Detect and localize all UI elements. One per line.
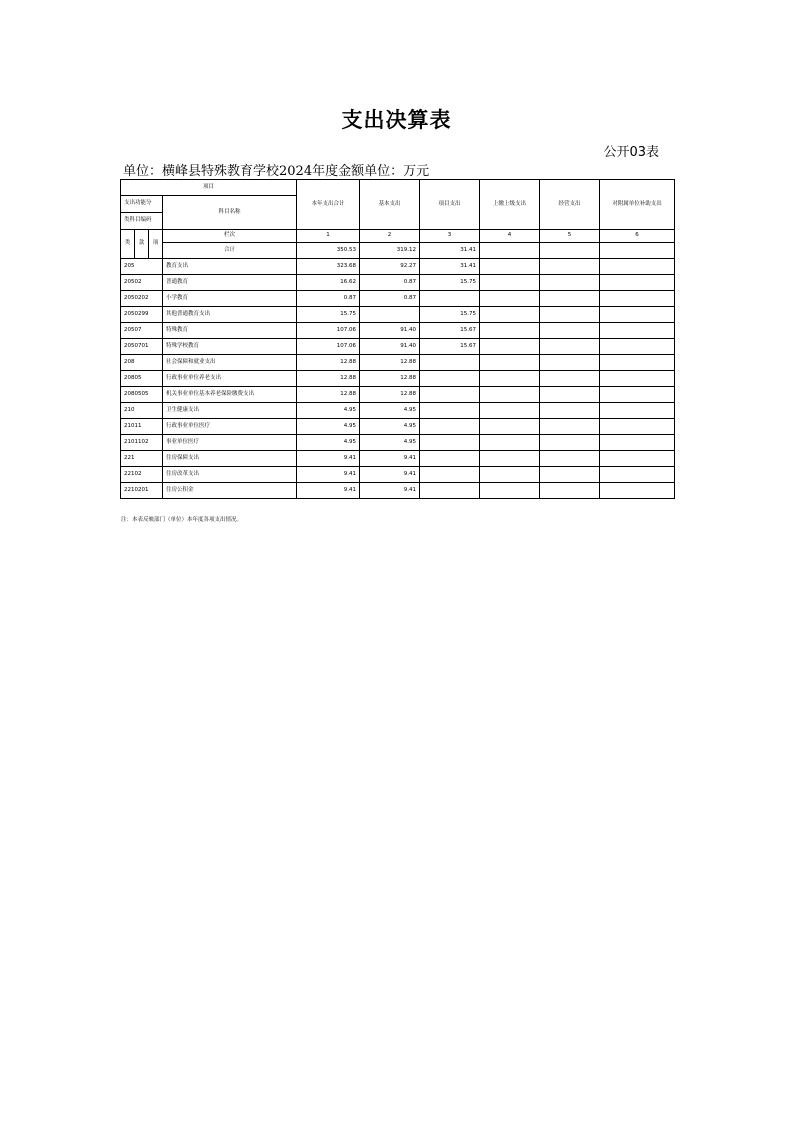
- value-col-1: 16.62: [297, 275, 360, 291]
- table-row: [121, 483, 675, 499]
- value-col-6: [600, 419, 675, 435]
- table-row: [121, 371, 675, 387]
- subject-name: 特殊教育: [163, 323, 297, 339]
- subject-code: 210: [121, 403, 163, 419]
- table-row: [121, 403, 675, 419]
- value-col-5: [540, 307, 600, 323]
- value-col-2: 9.41: [360, 483, 420, 499]
- value-col-3: [420, 467, 480, 483]
- header-col-4: 上缴上级支出: [480, 180, 540, 230]
- value-col-2: 91.40: [360, 339, 420, 355]
- total-value-6: [600, 243, 675, 259]
- value-col-2: 4.95: [360, 403, 420, 419]
- value-col-2: 0.87: [360, 275, 420, 291]
- value-col-5: [540, 275, 600, 291]
- subject-name: 行政事业单位医疗: [163, 419, 297, 435]
- value-col-6: [600, 403, 675, 419]
- table-row: [121, 451, 675, 467]
- value-col-6: [600, 451, 675, 467]
- value-col-3: [420, 291, 480, 307]
- value-col-4: [480, 355, 540, 371]
- value-col-4: [480, 467, 540, 483]
- col-num-6: 6: [600, 230, 675, 243]
- header-xiang: 项: [149, 230, 163, 259]
- value-col-6: [600, 387, 675, 403]
- value-col-5: [540, 339, 600, 355]
- form-number: 公开03表: [603, 145, 659, 160]
- value-col-6: [600, 483, 675, 499]
- total-value-1: 350.53: [297, 243, 360, 259]
- value-col-5: [540, 419, 600, 435]
- value-col-1: 12.88: [297, 371, 360, 387]
- value-col-3: [420, 419, 480, 435]
- subject-code: 22102: [121, 467, 163, 483]
- value-col-5: [540, 291, 600, 307]
- table-row: [121, 387, 675, 403]
- subject-code: 21011: [121, 419, 163, 435]
- table-row: [121, 419, 675, 435]
- header-func-class-1: 支出功能分: [121, 196, 163, 213]
- total-row: [121, 243, 675, 259]
- value-col-5: [540, 435, 600, 451]
- value-col-3: [420, 355, 480, 371]
- table-row: [121, 275, 675, 291]
- value-col-5: [540, 403, 600, 419]
- value-col-6: [600, 307, 675, 323]
- subject-name: 社会保障和就业支出: [163, 355, 297, 371]
- page-title: 支出决算表: [341, 108, 452, 132]
- header-lei: 类: [121, 230, 135, 259]
- value-col-4: [480, 307, 540, 323]
- value-col-1: 4.95: [297, 419, 360, 435]
- value-col-3: 15.67: [420, 339, 480, 355]
- header-col-1: 本年支出合计: [297, 180, 360, 230]
- value-col-1: 323.68: [297, 259, 360, 275]
- subject-name: 教育支出: [163, 259, 297, 275]
- value-col-4: [480, 387, 540, 403]
- total-value-2: 319.12: [360, 243, 420, 259]
- subject-code: 2050701: [121, 339, 163, 355]
- value-col-1: 107.06: [297, 323, 360, 339]
- value-col-2: 92.27: [360, 259, 420, 275]
- total-value-5: [540, 243, 600, 259]
- value-col-5: [540, 451, 600, 467]
- subject-name: 住房公积金: [163, 483, 297, 499]
- subject-code: 221: [121, 451, 163, 467]
- value-col-3: [420, 403, 480, 419]
- value-col-5: [540, 371, 600, 387]
- header-project: 项目: [121, 180, 297, 196]
- subject-code: 2080505: [121, 387, 163, 403]
- subject-name: 机关事业单位基本养老保险缴费支出: [163, 387, 297, 403]
- value-col-1: 12.88: [297, 387, 360, 403]
- value-col-3: [420, 451, 480, 467]
- table-row: [121, 339, 675, 355]
- subject-name: 行政事业单位养老支出: [163, 371, 297, 387]
- header-col-5: 经营支出: [540, 180, 600, 230]
- value-col-4: [480, 339, 540, 355]
- value-col-6: [600, 339, 675, 355]
- total-value-4: [480, 243, 540, 259]
- value-col-6: [600, 435, 675, 451]
- value-col-4: [480, 483, 540, 499]
- subject-code: 205: [121, 259, 163, 275]
- value-col-4: [480, 419, 540, 435]
- value-col-6: [600, 291, 675, 307]
- header-col-index: 栏次: [163, 230, 297, 243]
- value-col-6: [600, 275, 675, 291]
- value-col-6: [600, 371, 675, 387]
- subject-code: 20502: [121, 275, 163, 291]
- value-col-1: 107.06: [297, 339, 360, 355]
- header-func-class-2: 类科目编码: [121, 213, 163, 230]
- value-col-3: 15.67: [420, 323, 480, 339]
- subject-code: 20805: [121, 371, 163, 387]
- subject-code: 2210201: [121, 483, 163, 499]
- header-col-2: 基本支出: [360, 180, 420, 230]
- subject-code: 20507: [121, 323, 163, 339]
- value-col-1: 9.41: [297, 451, 360, 467]
- value-col-1: 0.87: [297, 291, 360, 307]
- value-col-1: 4.95: [297, 403, 360, 419]
- value-col-4: [480, 323, 540, 339]
- col-num-1: 1: [297, 230, 360, 243]
- expenditure-table: [120, 179, 675, 499]
- unit-line: 单位：横峰县特殊教育学校2024年度金额单位：万元: [123, 164, 430, 179]
- header-subject-name: 科目名称: [163, 196, 297, 230]
- col-num-2: 2: [360, 230, 420, 243]
- table-row: [121, 467, 675, 483]
- value-col-2: 9.41: [360, 467, 420, 483]
- value-col-6: [600, 467, 675, 483]
- subject-code: 2050299: [121, 307, 163, 323]
- value-col-2: 12.88: [360, 371, 420, 387]
- value-col-2: 12.88: [360, 355, 420, 371]
- subject-name: 住房改革支出: [163, 467, 297, 483]
- value-col-5: [540, 323, 600, 339]
- header-col-6: 对附属单位补助支出: [600, 180, 675, 230]
- value-col-1: 9.41: [297, 483, 360, 499]
- table-row: [121, 323, 675, 339]
- subject-name: 其他普通教育支出: [163, 307, 297, 323]
- value-col-3: [420, 371, 480, 387]
- total-value-3: 31.41: [420, 243, 480, 259]
- subject-name: 小学教育: [163, 291, 297, 307]
- value-col-4: [480, 435, 540, 451]
- table-row: [121, 259, 675, 275]
- value-col-6: [600, 355, 675, 371]
- value-col-2: 4.95: [360, 419, 420, 435]
- col-num-4: 4: [480, 230, 540, 243]
- value-col-2: 0.87: [360, 291, 420, 307]
- value-col-2: 9.41: [360, 451, 420, 467]
- value-col-4: [480, 403, 540, 419]
- value-col-5: [540, 355, 600, 371]
- subject-code: 2101102: [121, 435, 163, 451]
- value-col-4: [480, 371, 540, 387]
- value-col-2: 12.88: [360, 387, 420, 403]
- col-num-3: 3: [420, 230, 480, 243]
- value-col-1: 12.88: [297, 355, 360, 371]
- value-col-6: [600, 323, 675, 339]
- subject-code: 208: [121, 355, 163, 371]
- subject-code: 2050202: [121, 291, 163, 307]
- value-col-3: [420, 435, 480, 451]
- table-row: [121, 307, 675, 323]
- value-col-4: [480, 259, 540, 275]
- table-note: 注：本表反映部门（单位）本年度各项支出情况。: [121, 517, 243, 523]
- col-num-5: 5: [540, 230, 600, 243]
- subject-name: 特殊学校教育: [163, 339, 297, 355]
- subject-name: 卫生健康支出: [163, 403, 297, 419]
- value-col-4: [480, 451, 540, 467]
- subject-name: 事业单位医疗: [163, 435, 297, 451]
- value-col-1: 15.75: [297, 307, 360, 323]
- table-row: [121, 435, 675, 451]
- value-col-1: 4.95: [297, 435, 360, 451]
- value-col-3: 15.75: [420, 275, 480, 291]
- value-col-2: [360, 307, 420, 323]
- table-row: [121, 355, 675, 371]
- value-col-5: [540, 483, 600, 499]
- value-col-3: [420, 483, 480, 499]
- value-col-2: 4.95: [360, 435, 420, 451]
- header-kuan: 款: [135, 230, 149, 259]
- value-col-4: [480, 275, 540, 291]
- value-col-4: [480, 291, 540, 307]
- value-col-3: 15.75: [420, 307, 480, 323]
- subject-name: 普通教育: [163, 275, 297, 291]
- value-col-3: 31.41: [420, 259, 480, 275]
- subject-name: 住房保障支出: [163, 451, 297, 467]
- value-col-2: 91.40: [360, 323, 420, 339]
- header-col-3: 项目支出: [420, 180, 480, 230]
- value-col-5: [540, 467, 600, 483]
- value-col-1: 9.41: [297, 467, 360, 483]
- table-row: [121, 291, 675, 307]
- value-col-3: [420, 387, 480, 403]
- value-col-5: [540, 259, 600, 275]
- total-label: 合计: [163, 243, 297, 259]
- value-col-5: [540, 387, 600, 403]
- value-col-6: [600, 259, 675, 275]
